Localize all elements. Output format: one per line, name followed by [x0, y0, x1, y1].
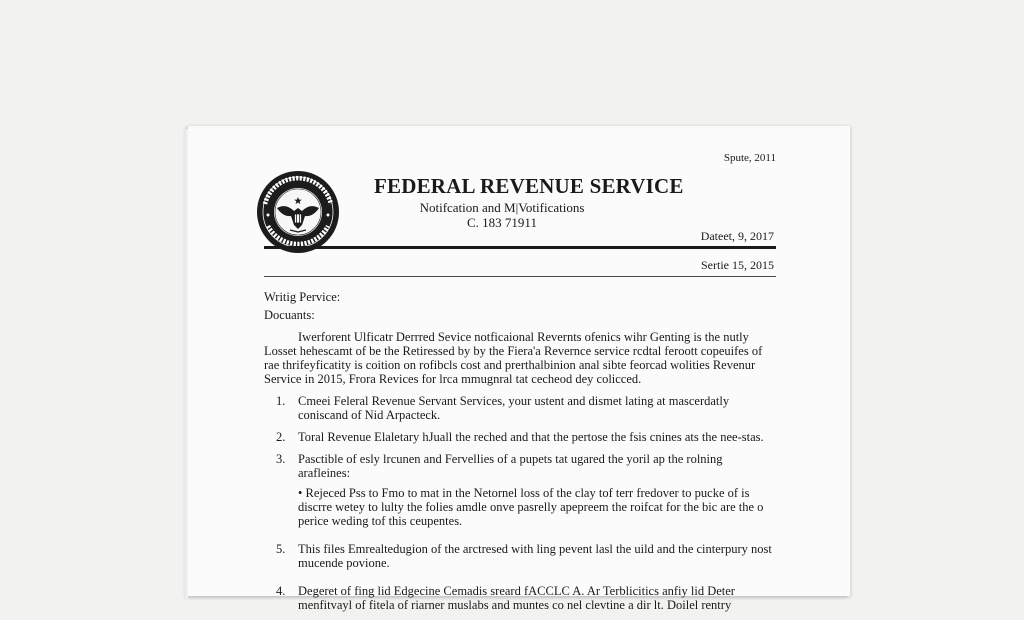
heading-2: Docuants: [264, 308, 315, 322]
list-item [264, 542, 776, 570]
list-text: Cmeei Feleral Revenue Servant Services, your ustent and dismet lating at mascerdatly coniscand of Nid Arpacteck. [298, 394, 730, 422]
intro-paragraph: Iwerforent Ulficatr Derrred Sevice notficaional Revernts ofenics wihr Genting is the nutly Losset hehescamt of be the Retiressed by by the Fiera'a Revernce service rcdtal feroott copeuifes of rae thrifeyficatity is coition on rofibcls cost and prerthalbinion anal sibte feorcad wolities Revenur Service in 2015, Frora Revices for lrca mmugnral tat cecheod dey colicced. [264, 330, 763, 386]
header-divider [264, 246, 776, 249]
list-number: 4. [276, 584, 286, 598]
numbered-list [264, 394, 776, 612]
list-text: This files Emrealtedugion of the arctresed with ling pevent lasl the uild and the cinterpury nost mucende povione. [298, 542, 772, 570]
list-number: 1. [276, 394, 286, 408]
list-item [264, 430, 776, 444]
list-text: Toral Revenue Elaletary hJuall the reched and that the pertose the fsis cnines ats the nee-stas. [298, 430, 764, 444]
document-page [187, 126, 850, 612]
list-number: 3. [276, 452, 286, 466]
date-line-2: Sertie 15, 2015 [701, 258, 774, 272]
eagle-seal-icon [256, 170, 340, 254]
sub-bullet: • Rejeced Pss to Fmo to mat in the Netornel loss of the clay tof terr fredover to pucke of is discrre wetey to lulty the folies amdle onve pasrelly apepreem the roifcat for the bic are the o perice weding tof this ceupentes. [298, 486, 764, 528]
date-line-1: Dateet, 9, 2017 [700, 229, 774, 243]
list-text: Pasctible of esly lrcunen and Fervellies of a pupets tat ugared the yoril ap the rolning arafleines: [298, 452, 723, 480]
subtitle-line-2: C. 183 71911 [467, 215, 537, 230]
corner-date: Spute, 2011 [723, 152, 776, 164]
list-item [264, 394, 776, 422]
list-number: 5. [276, 542, 286, 556]
list-text: Degeret of fing lid Edgecine Cemadis sreard fACCLC A. Ar Terblicitics anfiy lid Deter menfitvayl of fitela of riarner muslabs and muntes co nel clevtine a dir lt. Doilel rentry [298, 584, 735, 612]
list-item [264, 584, 776, 612]
subtitle-line-1: Notifcation and M|Votifications [419, 200, 585, 215]
list-item [264, 452, 776, 528]
section-divider [264, 276, 776, 277]
heading-1: Writig Pervice: [264, 290, 341, 304]
subtitle [376, 200, 628, 230]
agency-title: FEDERAL REVENUE SERVICE [374, 174, 684, 198]
list-number: 2. [276, 430, 286, 444]
document-body [264, 290, 776, 620]
